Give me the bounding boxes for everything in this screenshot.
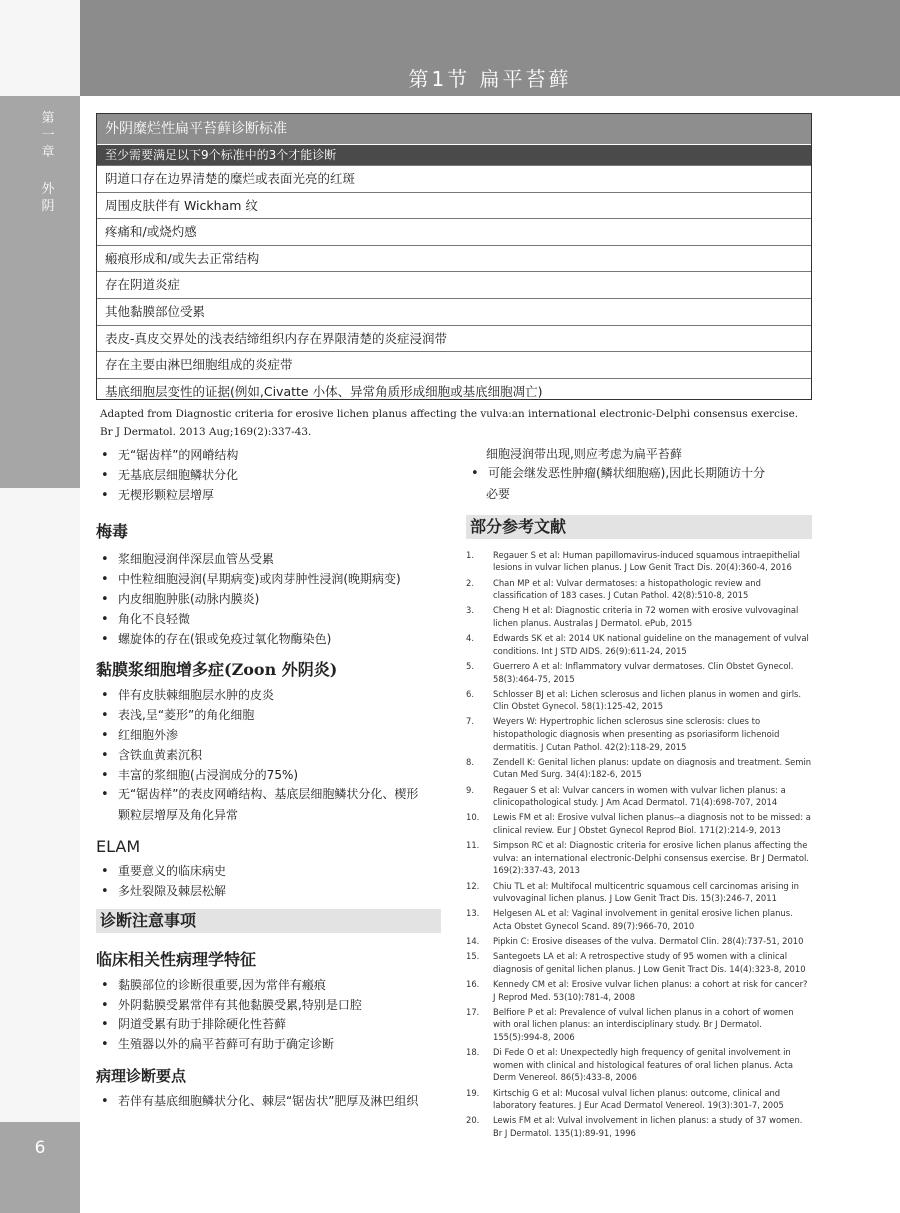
reference-number: 4. [466,633,474,644]
page-number: 6 [34,1138,46,1158]
reference-number: 1. [466,549,474,560]
side-char: 章 [41,145,55,160]
list-item: • 含铁血黄素沉积 [96,746,441,766]
reference-text: Chan MP et al: Vulvar dermatoses: a histopathologic review and classification of 183 cases. J Cutan Pathol. 42(8):510-8, 2015 [493,577,761,601]
reference-item [466,935,812,948]
list-item: • 伴有皮肤棘细胞层水肿的皮炎 [96,686,441,706]
zoon-continuation: 颗粒层增厚及角化异常 [118,808,239,823]
chapter-title: 第1节 扁平苔藓 [408,67,572,91]
chapter-side-label [38,110,58,215]
list-item: • 无楔形颗粒层增厚 [96,486,441,506]
reference-number: 12. [466,880,480,891]
list-item: • 表浅,呈“菱形”的角化细胞 [96,706,441,726]
reference-number: 14. [466,936,480,947]
reference-item [466,1046,812,1084]
reference-item [466,880,812,905]
list-item: • 螺旋体的存在(银或免疫过氧化物酶染色) [96,630,441,650]
clinical-bullet-list [96,976,441,1055]
criteria-row: 阴道口存在边界清楚的糜烂或表面光亮的红斑 [97,165,811,192]
criteria-row: 周围皮肤伴有 Wickham 纹 [97,192,811,219]
page-number-tab [0,1122,80,1213]
criteria-subtitle: 至少需要满足以下9个标准中的3个才能诊断 [97,144,811,165]
pathology-bullet-list [96,1092,441,1112]
list-item: • 若伴有基底细胞鳞状分化、棘层“锯齿状”肥厚及淋巴组织 [96,1092,441,1112]
reference-item [466,549,812,574]
reference-item [466,907,812,932]
criteria-source-note: Adapted from Diagnostic criteria for erosive lichen planus affecting the vulva:an international electronic-Delphi consensus exercise. Br J Dermatol. 2013 Aug;169(2):337-43. [100,408,799,438]
reference-item [466,756,812,781]
reference-item [466,811,812,836]
references-list [466,549,812,1140]
reference-item [466,604,812,629]
reference-number: 6. [466,688,474,699]
reference-text: Lewis FM et al: Vulval involvement in lichen planus: a study of 37 women. Br J Dermatol. 135(1):89-91, 1996 [493,1115,803,1139]
list-item: • 阴道受累有助于排除硬化性苔藓 [96,1015,441,1035]
elam-heading: ELAM [96,837,141,857]
reference-number: 19. [466,1087,480,1098]
syphilis-heading: 梅毒 [96,522,129,542]
criteria-row: 疼痛和/或烧灼感 [97,218,811,245]
criteria-row: 存在主要由淋巴细胞组成的炎症带 [97,351,811,378]
reference-text: Schlosser BJ et al: Lichen sclerosus and lichen planus in women and girls. Clin Obstet Gynecol. 58(1):125-42, 2015 [493,688,802,712]
criteria-row: 瘢痕形成和/或失去正常结构 [97,245,811,272]
reference-text: Santegoets LA et al: A retrospective study of 95 women with a clinical diagnosis of genital lichen planus. J Low Genit Tract Dis. 14(4):323-8, 2010 [493,951,806,974]
reference-number: 10. [466,812,480,823]
reference-text: Weyers W: Hypertrophic lichen sclerosus sine sclerosis: clues to histopathologic diagnosis when presenting as psoriasiform lichenoid dermatitis. J Cutan Pathol. 42(2):118-29, 2015 [493,716,780,752]
list-item: • 浆细胞浸润伴深层血管丛受累 [96,550,441,570]
reference-text: Kennedy CM et al: Erosive vulvar lichen planus: a cohort at risk for cancer? J Reprod Med. 53(10):781-4, 2008 [493,979,808,1002]
reference-text: Pipkin C: Erosive diseases of the vulva. Dermatol Clin. 28(4):737-51, 2010 [493,936,804,947]
intro-bullet-list [96,446,441,505]
side-char: 第 [41,111,55,126]
references-heading: 部分参考文献 [466,515,812,539]
criteria-title: 外阴糜烂性扁平苔藓诊断标准 [97,114,811,144]
diagnostic-notes-heading: 诊断注意事项 [96,909,441,933]
elam-bullet-list [96,862,441,902]
reference-item [466,1006,812,1044]
list-item: • 黏膜部位的诊断很重要,因为常伴有瘢痕 [96,976,441,996]
reference-number: 2. [466,577,474,588]
followup-bullet-list [466,464,812,484]
list-item: • 重要意义的临床病史 [96,862,441,882]
list-item: • 丰富的浆细胞(占浸润成分的75%) [96,766,441,786]
list-item: • 红细胞外渗 [96,726,441,746]
reference-text: Edwards SK et al: 2014 UK national guideline on the management of vulval conditions. Int J STD AIDS. 26(9):611-24, 2015 [493,633,809,656]
side-char: 外 [41,182,55,197]
reference-item [466,715,812,753]
side-char: 一 [41,128,55,143]
syphilis-bullet-list [96,550,441,649]
reference-text: Guerrero A et al: Inflammatory vulvar dermatoses. Clin Obstet Gynecol. 58(3):464-75, 2015 [493,660,794,684]
criteria-row: 表皮-真皮交界处的浅表结缔组织内存在界限清楚的炎症浸润带 [97,325,811,352]
reference-number: 11. [466,840,480,851]
zoon-heading: 黏膜浆细胞增多症(Zoon 外阴炎) [96,660,338,680]
list-item: • 角化不良轻微 [96,610,441,630]
reference-number: 15. [466,951,480,962]
list-item: • 内皮细胞肿胀(动脉内膜炎) [96,590,441,610]
reference-item [466,632,812,657]
list-item: • 生殖器以外的扁平苔藓可有助于确定诊断 [96,1035,441,1055]
reference-number: 8. [466,756,474,767]
zoon-bullet-list [96,686,441,805]
reference-number: 3. [466,605,474,616]
list-item: • 无基底层细胞鳞状分化 [96,466,441,486]
reference-number: 17. [466,1006,480,1017]
criteria-table [96,113,812,400]
reference-number: 20. [466,1115,480,1126]
reference-text: Regauer S et al: Vulvar cancers in women with vulvar lichen planus: a clinicopathological study. J Am Acad Dermatol. 71(4):698-707, 2014 [493,784,786,808]
criteria-row: 其他黏膜部位受累 [97,298,811,325]
clinical-features-heading: 临床相关性病理学特征 [96,949,257,969]
list-item: • 无“锯齿样”的表皮网嵴结构、基底层细胞鳞状分化、楔形 [96,785,441,805]
reference-item [466,839,812,877]
reference-text: Belfiore P et al: Prevalence of vulval lichen planus in a cohort of women with oral lichen planus: an interdisciplinary study. Br J Dermatol. 155(5):994-8, 2006 [493,1006,794,1043]
list-item: • 外阴黏膜受累常伴有其他黏膜受累,特别是口腔 [96,996,441,1016]
reference-text: Di Fede O et al: Unexpectedly high frequency of genital involvement in women with clinical and histological features of oral lichen planus. Acta Derm Venereol. 86(5):433-8, 2006 [493,1047,794,1083]
pathology-key-points-heading: 病理诊断要点 [96,1066,187,1085]
reference-number: 18. [466,1047,480,1058]
reference-text: Zendell K: Genital lichen planus: update on diagnosis and treatment. Semin Cutan Med Surg. 34(4):182-6, 2015 [493,756,812,780]
reference-item [466,688,812,713]
followup-continuation: 必要 [486,486,511,501]
left-column [96,446,441,1112]
reference-text: Chiu TL et al: Multifocal multicentric squamous cell carcinomas arising in vulvovaginal lichen planus. J Low Genit Tract Dis. 15(3):246-7, 2011 [493,880,799,904]
reference-text: Cheng H et al: Diagnostic criteria in 72 women with erosive vulvovaginal lichen planus. Australas J Dermatol. ePub, 2015 [493,605,799,628]
reference-item [466,784,812,809]
pathology-continuation: 细胞浸润带出现,则应考虑为扁平苔藓 [486,447,682,461]
reference-text: Lewis FM et al: Erosive vulval lichen planus--a diagnosis not to be missed: a clinical review. Eur J Obstet Gynecol Reprod Biol. 171(2):214-9, 2013 [493,812,811,836]
reference-text: Regauer S et al: Human papillomavirus-induced squamous intraepithelial lesions in vulvar lichen planus. J Low Genit Tract Dis. 20(4):360-4, 2016 [493,549,800,573]
reference-item [466,978,812,1003]
reference-number: 7. [466,716,474,727]
reference-text: Helgesen AL et al: Vaginal involvement in genital erosive lichen planus. Acta Obstet Gynecol Scand. 89(7):966-70, 2010 [493,908,793,931]
reference-number: 13. [466,908,480,919]
reference-number: 5. [466,660,474,671]
list-item: • 多灶裂隙及棘层松解 [96,882,441,902]
reference-number: 9. [466,784,474,795]
criteria-row: 基底细胞层变性的证据(例如,Civatte 小体、异常角质形成细胞或基底细胞凋亡) [97,378,811,405]
list-item: • 无“锯齿样”的网嵴结构 [96,446,441,466]
reference-item [466,660,812,685]
reference-item [466,1087,812,1112]
reference-item [466,577,812,602]
list-item: • 中性粒细胞浸润(早期病变)或肉芽肿性浸润(晚期病变) [96,570,441,590]
reference-text: Simpson RC et al: Diagnostic criteria for erosive lichen planus affecting the vulva: an international electronic-Delphi consensus exercise. Br J Dermatol. 169(2):337-43, 2013 [493,840,809,876]
reference-number: 16. [466,979,480,990]
criteria-row: 存在阴道炎症 [97,271,811,298]
side-char: 阴 [41,199,55,214]
reference-text: Kirtschig G et al: Mucosal vulval lichen planus: outcome, clinical and laboratory features. J Eur Acad Dermatol Venereol. 19(3):301-7, 2005 [493,1087,784,1111]
right-column [466,444,812,1142]
reference-item [466,950,812,975]
list-item: • 可能会继发恶性肿瘤(鳞状细胞癌),因此长期随访十分 [466,464,812,484]
reference-item [466,1114,812,1139]
